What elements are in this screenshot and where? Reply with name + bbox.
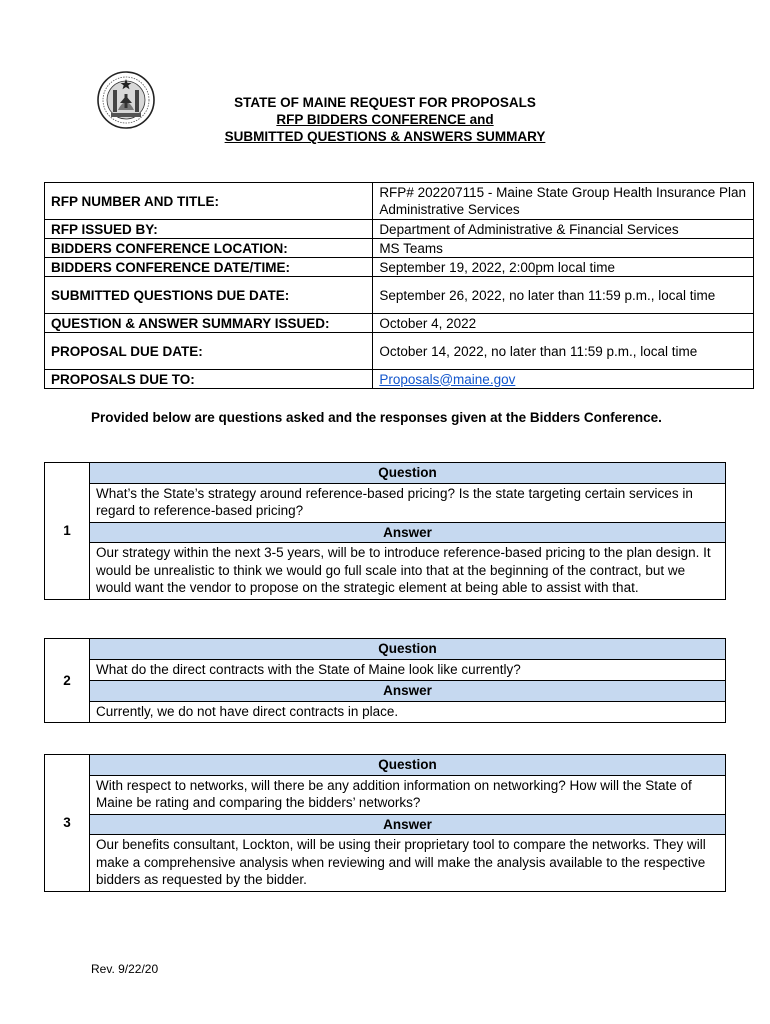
answer-text: Our strategy within the next 3-5 years, will be to introduce reference-based pricing to the plan design. It would be unrealistic to think we would go full scale into that at the beginning of the contract, but we would want the vendor to propose on the strategic element at being able to assist with that.: [90, 543, 726, 600]
info-value: October 14, 2022, no later than 11:59 p.m., local time: [373, 333, 754, 370]
info-key: PROPOSAL DUE DATE:: [45, 333, 373, 370]
info-row-conference-datetime: [45, 258, 754, 277]
qa-number: 2: [45, 639, 90, 723]
info-key: PROPOSALS DUE TO:: [45, 370, 373, 389]
qa-block-1: [44, 462, 726, 600]
info-row-questions-due: [45, 277, 754, 314]
question-text: What do the direct contracts with the State of Maine look like currently?: [90, 659, 726, 681]
answer-heading: Answer: [90, 814, 726, 835]
rfp-info-table: [44, 182, 754, 389]
info-row-proposals-due-to: [45, 370, 754, 389]
answer-heading: Answer: [90, 522, 726, 543]
header-title: STATE OF MAINE REQUEST FOR PROPOSALS: [234, 95, 536, 110]
question-heading: Question: [90, 639, 726, 660]
header-subtitle-summary: SUBMITTED QUESTIONS & ANSWERS SUMMARY: [224, 129, 546, 144]
info-key: QUESTION & ANSWER SUMMARY ISSUED:: [45, 314, 373, 333]
document-header: [0, 94, 770, 145]
question-heading: Question: [90, 755, 726, 776]
info-value: RFP# 202207115 - Maine State Group Health Insurance Plan Administrative Services: [373, 183, 754, 220]
info-row-proposal-due: [45, 333, 754, 370]
qa-block-2: [44, 638, 726, 723]
intro-text: Provided below are questions asked and the responses given at the Bidders Conference.: [91, 410, 662, 425]
question-text: With respect to networks, will there be any addition information on networking? How will the State of Maine be rating and comparing the bidders’ networks?: [90, 775, 726, 814]
info-key: BIDDERS CONFERENCE DATE/TIME:: [45, 258, 373, 277]
info-row-rfp-number: [45, 183, 754, 220]
info-value: September 19, 2022, 2:00pm local time: [373, 258, 754, 277]
qa-number: 1: [45, 463, 90, 600]
answer-text: Currently, we do not have direct contracts in place.: [90, 701, 726, 723]
question-text: What’s the State’s strategy around reference-based pricing? Is the state targeting certain services in regard to reference-based pricing?: [90, 483, 726, 522]
info-row-issued-by: [45, 220, 754, 239]
info-row-summary-issued: [45, 314, 754, 333]
answer-heading: Answer: [90, 681, 726, 702]
info-row-conference-location: [45, 239, 754, 258]
info-key: RFP ISSUED BY:: [45, 220, 373, 239]
info-key: RFP NUMBER AND TITLE:: [45, 183, 373, 220]
info-value: September 26, 2022, no later than 11:59 p.m., local time: [373, 277, 754, 314]
info-value: Department of Administrative & Financial Services: [373, 220, 754, 239]
proposals-email-link[interactable]: Proposals@maine.gov: [379, 371, 516, 387]
info-key: SUBMITTED QUESTIONS DUE DATE:: [45, 277, 373, 314]
qa-block-3: [44, 754, 726, 892]
answer-text: Our benefits consultant, Lockton, will be using their proprietary tool to compare the networks. They will make a comprehensive analysis when reviewing and will make the analysis available to the respective bidders as requested by the bidder.: [90, 835, 726, 892]
header-subtitle-conference: RFP BIDDERS CONFERENCE and: [276, 112, 494, 127]
info-key: BIDDERS CONFERENCE LOCATION:: [45, 239, 373, 258]
revision-footer: Rev. 9/22/20: [91, 962, 159, 976]
question-heading: Question: [90, 463, 726, 484]
qa-number: 3: [45, 755, 90, 892]
info-value: MS Teams: [373, 239, 754, 258]
info-value: October 4, 2022: [373, 314, 754, 333]
